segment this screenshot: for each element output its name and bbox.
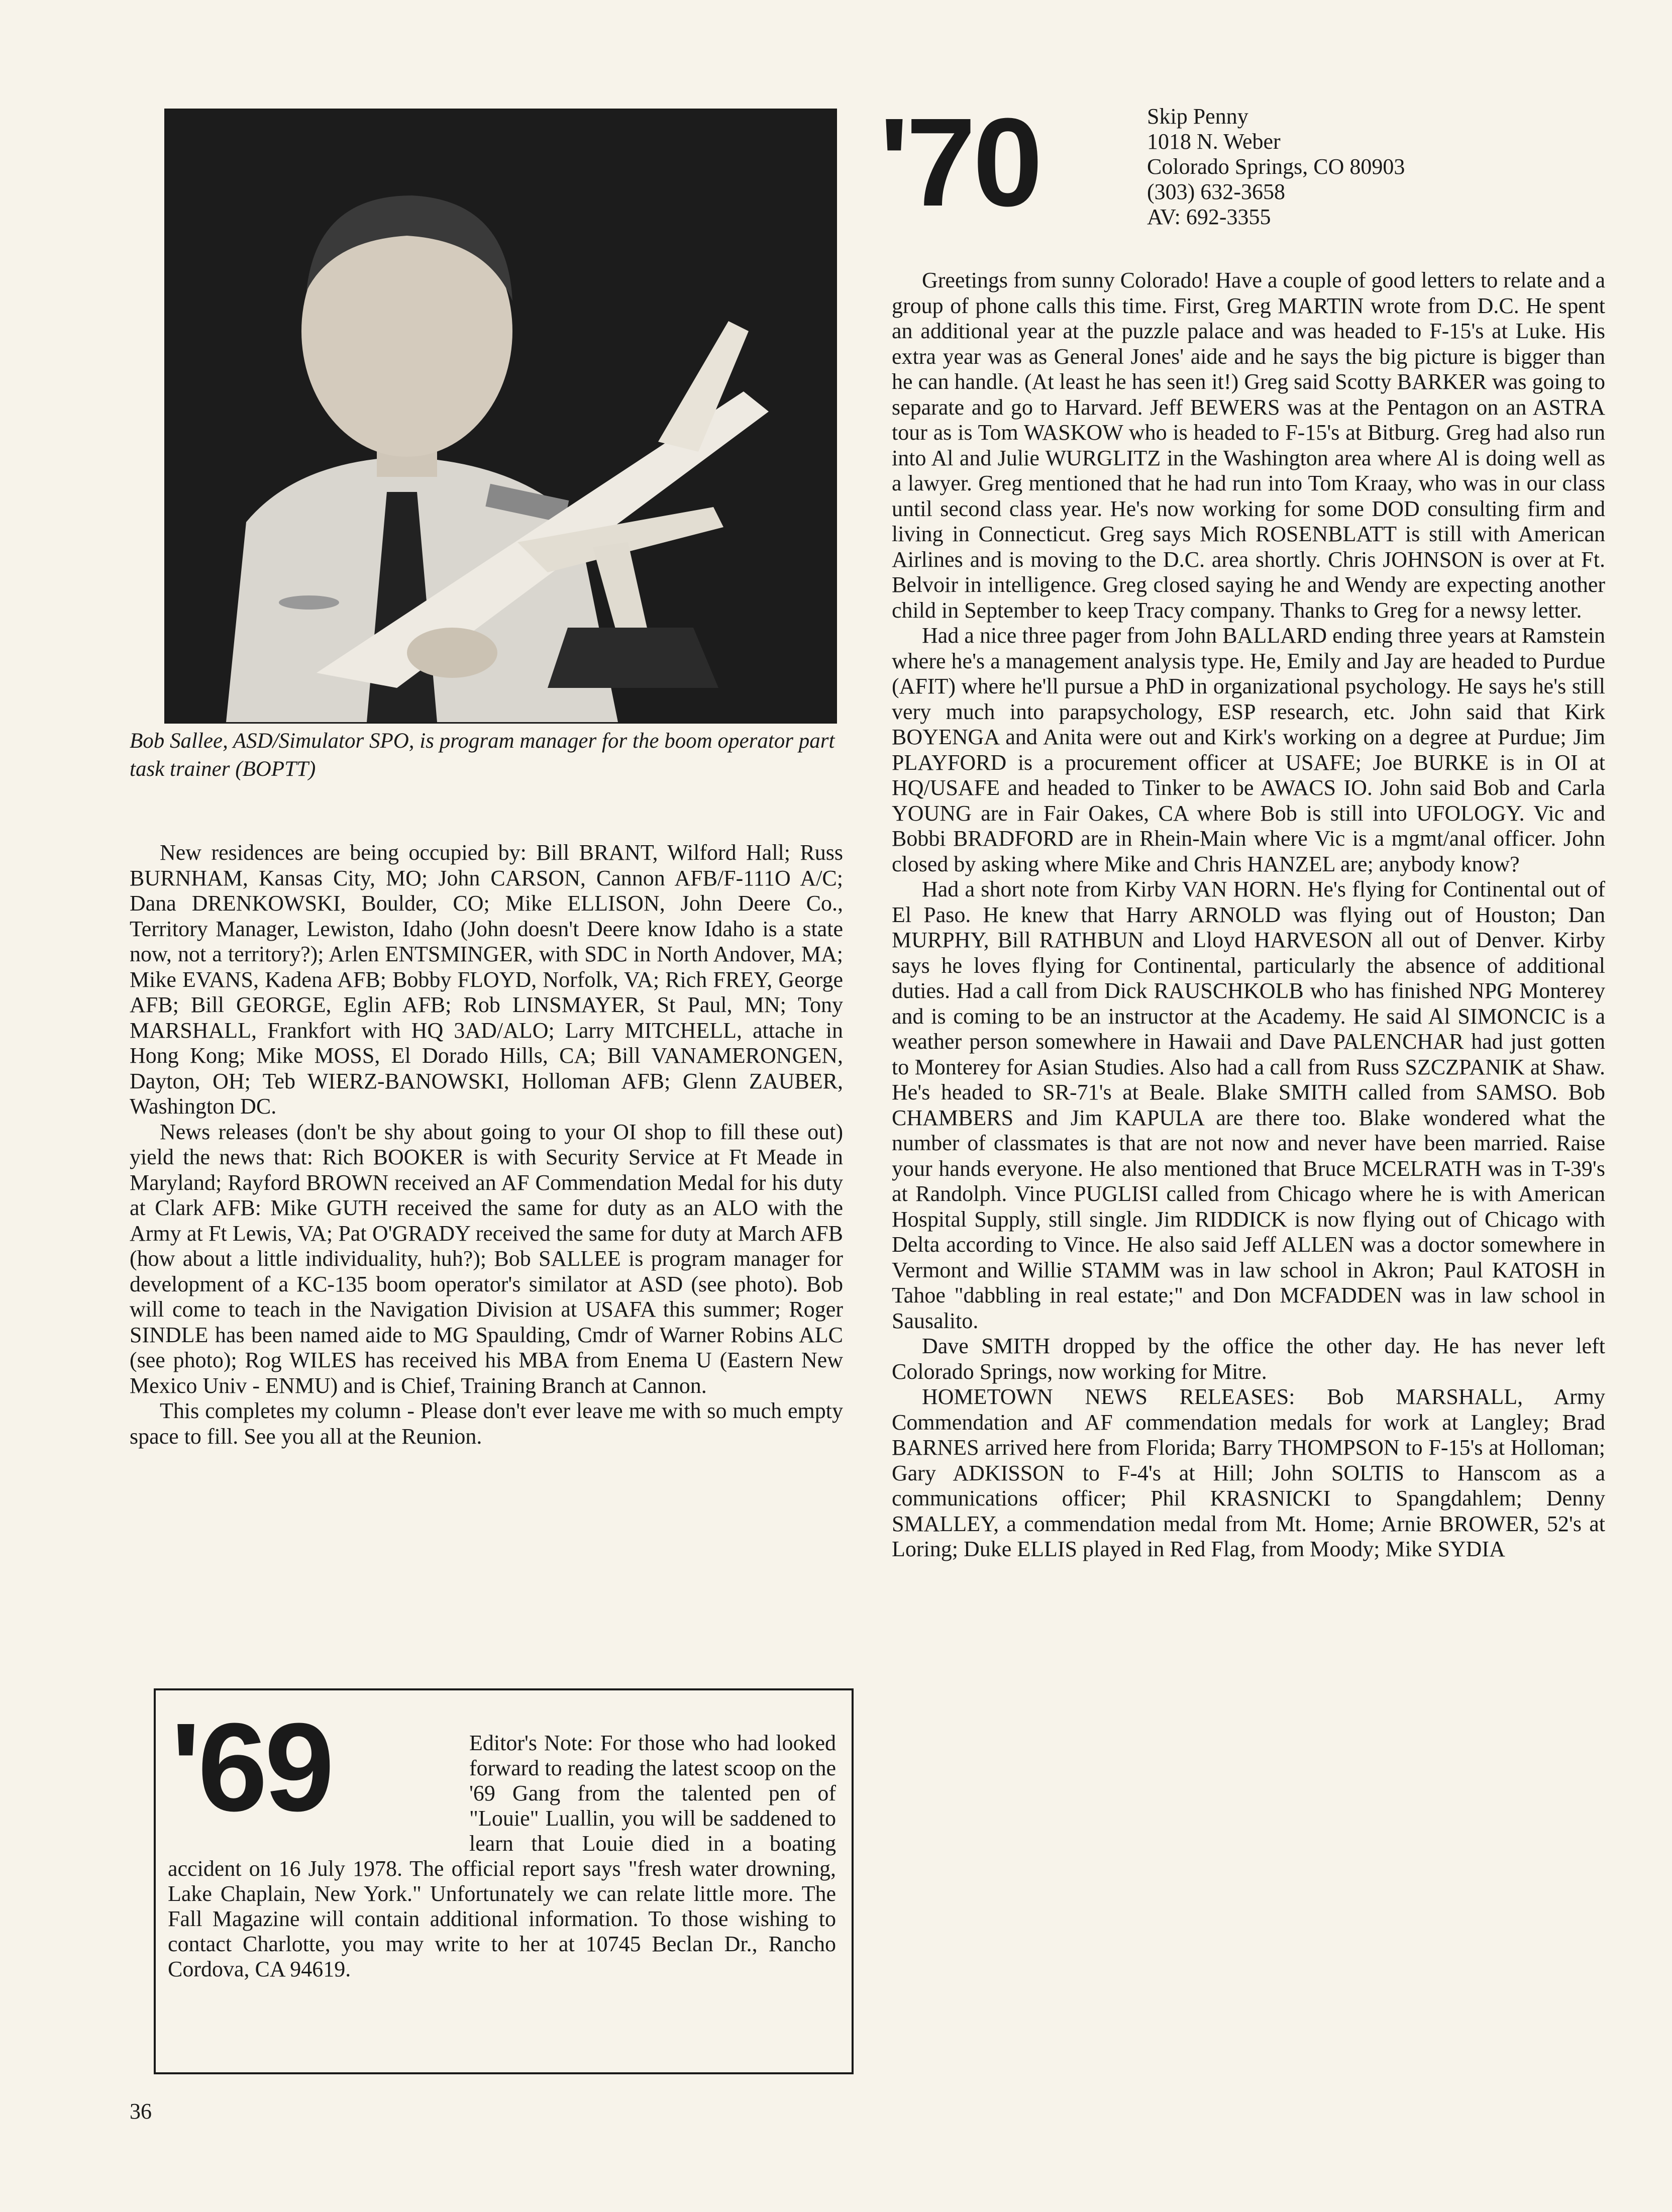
address-name: Skip Penny	[1147, 104, 1248, 129]
address-street: 1018 N. Weber	[1147, 129, 1281, 154]
class-70-address	[1147, 104, 1599, 230]
address-city: Colorado Springs, CO 80903	[1147, 154, 1405, 179]
class-69-box	[154, 1688, 854, 2074]
address-autovon: AV: 692-3355	[1147, 205, 1271, 229]
class-70-year: '70	[879, 92, 1040, 232]
left-column	[130, 840, 843, 1449]
paragraph-residences: New residences are being occupied by: Bill BRANT, Wilford Hall; Russ BURNHAM, Kansas City, MO; John CARSON, Cannon AFB/F-111O A/C; Dana DRENKOWSKI, Boulder, CO; Mike ELLISON, John Deere Co., Territory Manager, Lewiston, Idaho (John doesn't Deere know Idaho is a state now, not a territory?); Arlen ENTSMINGER, with SDC in North Andover, MA; Mike EVANS, Kadena AFB; Bobby FLOYD, Norfolk, VA; Rich FREY, George AFB; Bill GEORGE, Eglin AFB; Rob LINSMAYER, St Paul, MN; Tony MARSHALL, Frankfort with HQ 3AD/ALO; Larry MITCHELL, attache in Hong Kong; Mike MOSS, El Dorado Hills, CA; Bill VANAMERONGEN, Dayton, OH; Teb WIERZ-BANOWSKI, Holloman AFB; Glenn ZAUBER, Washington DC.	[130, 840, 843, 1119]
address-phone: (303) 632-3658	[1147, 179, 1285, 204]
paragraph-van-horn: Had a short note from Kirby VAN HORN. He's flying for Continental out of El Paso. He knew that Harry ARNOLD was flying out of Houston; Dan MURPHY, Bill RATHBUN and Lloyd HARVESON all out of Denver. Kirby says he loves flying for Continental, particularly the absence of additional duties. Had a call from Dick RAUSCHKOLB who has finished NPG Monterey and is coming to be an instructor at the Academy. He said Al SIMONCIC is a weather person somewhere in Hawaii and Dave PALENCHAR had just gotten to Monterey for Asian Studies. Also had a call from Russ SZCZPANIK at Shaw. He's headed to SR-71's at Beale. Blake SMITH called from SAMSO. Bob CHAMBERS and Jim KAPULA are there too. Blake wondered what the number of classmates is that are not now and never have been married. Raise your hands everyone. He also mentioned that Bruce MCELRATH was in T-39's at Randolph. Vince PUGLISI called from Chicago where he is with American Hospital Supply, still single. Jim RIDDICK is now flying out of Chicago with Delta according to Vince. He also said Jeff ALLEN was a doctor somewhere in Vermont and Willie STAMM was in law school in Akron; Paul KATOSH in Tahoe "dabbling in real estate;" and Don MCFADDEN was in law school in Sausalito.	[892, 877, 1605, 1333]
paragraph-ballard: Had a nice three pager from John BALLARD ending three years at Ramstein where he's a management analysis type. He, Emily and Jay are headed to Purdue (AFIT) where he'll pursue a PhD in organizational psychology. He says he's still very much into parapsychology, ESP research, etc. John said that Kirk BOYENGA and Anita were out and Kirk's working on a degree at Purdue; Jim PLAYFORD is a procurement officer at USAFE; Joe BURKE is in OI at HQ/USAFE and headed to Tinker to be AWACS IO. John said Bob and Carla YOUNG are in Fair Oakes, CA where Bob is still into UFOLOGY. Vic and Bobbi BRADFORD are in Rhein-Main where Vic is a mgmt/anal officer. John closed by asking where Mike and Chris HANZEL are; anybody know?	[892, 623, 1605, 876]
page-number: 36	[130, 2099, 152, 2124]
paragraph-hometown-news: HOMETOWN NEWS RELEASES: Bob MARSHALL, Army Commendation and AF commendation medals for work at Langley; Brad BARNES arrived here from Florida; Barry THOMPSON to F-15's at Holloman; Gary ADKISSON to F-4's at Hill; John SOLTIS to Hanscom as a communications officer; Phil KRASNICKI to Spangdahlem; Denny SMALLEY, a commendation medal from Mt. Home; Arnie BROWER, 52's at Loring; Duke ELLIS played in Red Flag, from Moody; Mike SYDIA	[892, 1384, 1605, 1561]
class-69-year: '69	[171, 1697, 332, 1837]
class-69-editors-note: Editor's Note: For those who had looked forward to reading the latest scoop on the '69 Gang from the talented pen of "Louie" Luallin, you will be saddened to learn that Louie died in a boating accident on 16 July 1978. The official report says "fresh water drowning, Lake Chaplain, New York." Unfortunately we can relate little more. The Fall Magazine will contain additional information. To those wishing to contact Charlotte, you may write to her at 10745 Beclan Dr., Rancho Cordova, CA 94619.	[168, 1731, 836, 1981]
paragraph-greetings: Greetings from sunny Colorado! Have a couple of good letters to relate and a group of phone calls this time. First, Greg MARTIN wrote from D.C. He spent an additional year at the puzzle palace and was headed to F-15's at Luke. His extra year was as General Jones' aide and he says the big picture is bigger than he can handle. (At least he has seen it!) Greg said Scotty BARKER was going to separate and go to Harvard. Jeff BEWERS was at the Pentagon on an ASTRA tour as is Tom WASKOW who is headed to F-15's at Bitburg. Greg had also run into Al and Julie WURGLITZ in the Washington area where Al is doing well as a lawyer. Greg mentioned that he had run into Tom Kraay, who was in our class until second class year. He's now working for some DOD consulting firm and living in Connecticut. Greg says Mich ROSENBLATT is still with American Airlines and is moving to the D.C. area shortly. Chris JOHNSON is over at Ft. Belvoir in intelligence. Greg closed saying he and Wendy are expecting another child in September to keep Tracy company. Thanks to Greg for a newsy letter.	[892, 268, 1605, 623]
photo-illustration	[166, 110, 835, 722]
paragraph-dave-smith: Dave SMITH dropped by the office the other day. He has never left Colorado Springs, now working for Mitre.	[892, 1334, 1605, 1384]
class-69-text-container	[168, 1731, 836, 1982]
paragraph-news-releases: News releases (don't be shy about going to your OI shop to fill these out) yield the news that: Rich BOOKER is with Security Service at Ft Meade in Maryland; Rayford BROWN received an AF Commendation Medal for his duty at Clark AFB: Mike GUTH received the same for duty as an ALO with the Army at Ft Lewis, VA; Pat O'GRADY received the same for duty at March AFB (how about a little individuality, huh?); Bob SALLEE is program manager for development of a KC-135 boom operator's similator at ASD (see photo). Bob will come to teach in the Navigation Division at USAFA this summer; Roger SINDLE has been named aide to MG Spaulding, Cmdr of Warner Robins ALC (see photo); Rog WILES has received his MBA from Enema U (Eastern New Mexico Univ - ENMU) and is Chief, Training Branch at Cannon.	[130, 1119, 843, 1398]
right-column	[892, 268, 1605, 1562]
paragraph-closing: This completes my column - Please don't ever leave me with so much empty space to fill. See you all at the Reunion.	[130, 1398, 843, 1449]
photo-bob-sallee	[164, 109, 837, 724]
year-spacer	[168, 1731, 469, 1856]
photo-caption: Bob Sallee, ASD/Simulator SPO, is program manager for the boom operator part task trainer (BOPTT)	[130, 729, 835, 781]
